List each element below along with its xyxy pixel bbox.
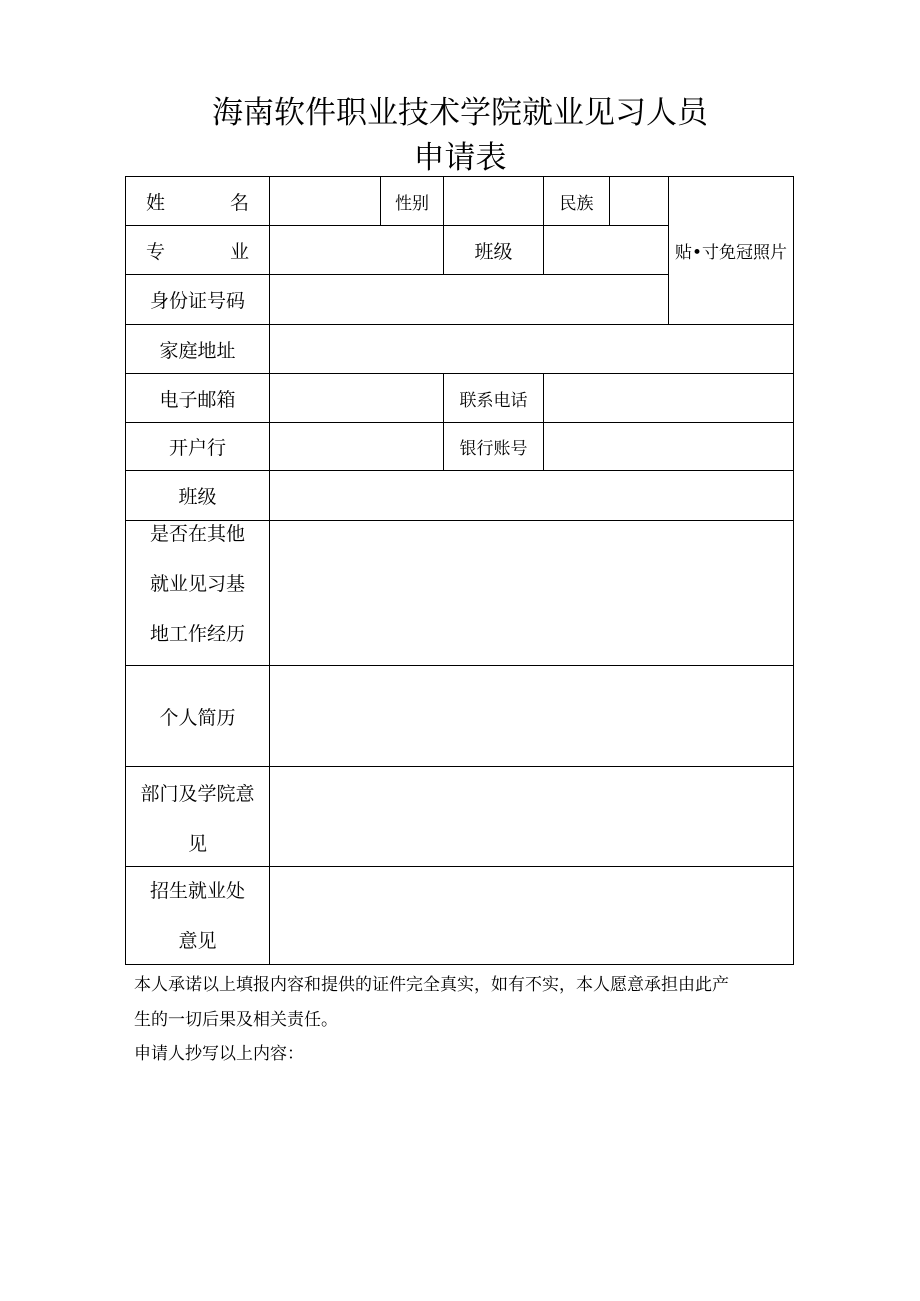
email-label: 电子邮箱: [126, 374, 270, 423]
resume-label: 个人简历: [126, 666, 270, 767]
ethnicity-label: 民族: [544, 177, 610, 226]
photo-placeholder[interactable]: 贴•寸免冠照片: [669, 177, 794, 325]
pledge-text-line1: 本人承诺以上填报内容和提供的证件完全真实，如有不实，本人愿意承担由此产: [134, 975, 729, 995]
gender-field[interactable]: [444, 177, 544, 226]
dept-opinion-label: [126, 767, 270, 867]
other-base-label-line2: 就业见习基: [149, 573, 245, 595]
class-field-top[interactable]: [544, 226, 669, 275]
other-base-label-line1: 是否在其他: [149, 523, 245, 545]
class-label-top: 班级: [444, 226, 544, 275]
name-label: [126, 177, 270, 226]
name-label-left: 姓: [146, 191, 166, 214]
id-number-field[interactable]: [270, 275, 669, 325]
dept-opinion-label-line1: 部门及学院意: [140, 782, 255, 805]
dept-opinion-label-line2: 见: [187, 832, 207, 855]
ethnicity-field[interactable]: [610, 177, 669, 226]
major-field[interactable]: [270, 226, 444, 275]
application-form-table: [125, 176, 794, 965]
id-number-label: 身份证号码: [126, 275, 270, 325]
phone-field[interactable]: [544, 374, 794, 423]
other-base-field[interactable]: [270, 521, 794, 666]
bank-field[interactable]: [270, 423, 444, 471]
major-label-right: 业: [229, 240, 249, 263]
phone-label: 联系电话: [444, 374, 544, 423]
bank-label: 开户行: [126, 423, 270, 471]
name-field[interactable]: [270, 177, 381, 226]
copy-label: 申请人抄写以上内容：: [134, 1044, 304, 1064]
office-opinion-label-line2: 意见: [178, 929, 217, 952]
other-base-label-line3: 地工作经历: [149, 623, 245, 645]
major-label-left: 专: [146, 240, 166, 263]
home-address-label: 家庭地址: [126, 325, 270, 374]
major-label: [126, 226, 270, 275]
name-label-right: 名: [229, 191, 249, 214]
office-opinion-field[interactable]: [270, 867, 794, 964]
office-opinion-label: [126, 867, 270, 964]
form-title: 海南软件职业技术学院就业见习人员: [212, 95, 708, 131]
gender-label: 性别: [381, 177, 444, 226]
resume-field[interactable]: [270, 666, 794, 767]
bank-account-label: 银行账号: [444, 423, 544, 471]
pledge-text-line2: 生的一切后果及相关责任。: [134, 1010, 338, 1030]
form-subtitle: 申请表: [413, 140, 507, 176]
other-base-label: [126, 521, 270, 666]
office-opinion-label-line1: 招生就业处: [149, 879, 245, 902]
email-field[interactable]: [270, 374, 444, 423]
home-address-field[interactable]: [270, 325, 794, 374]
bank-account-field[interactable]: [544, 423, 794, 471]
class-label-bottom: 班级: [126, 471, 270, 521]
class-field-bottom[interactable]: [270, 471, 794, 521]
dept-opinion-field[interactable]: [270, 767, 794, 867]
